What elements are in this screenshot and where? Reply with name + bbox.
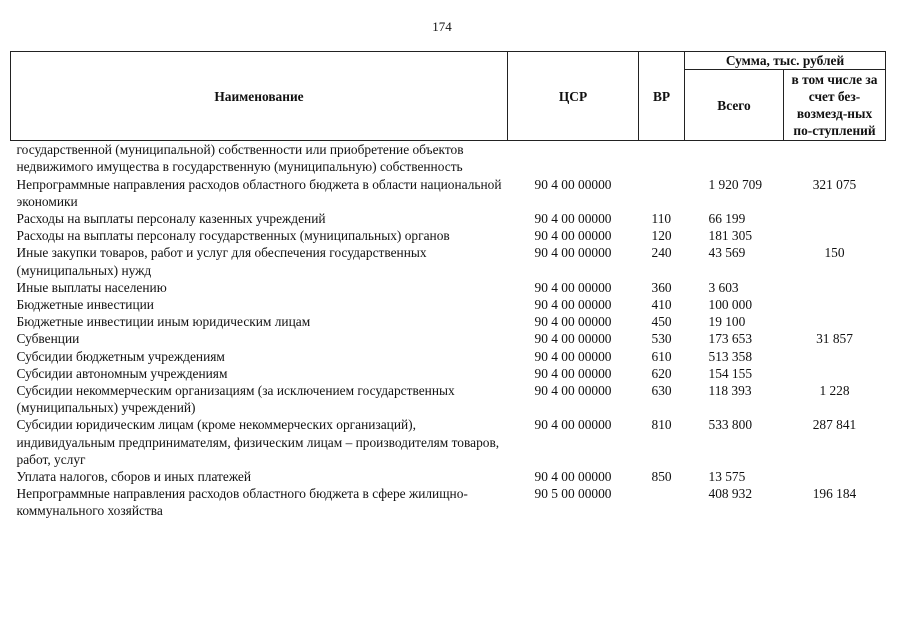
row-total: 3 603 [708, 279, 739, 295]
row-total: 173 653 [708, 331, 753, 347]
row-including [784, 210, 886, 227]
budget-table [10, 51, 886, 520]
row-name: Расходы на выплаты персоналу государственных (муниципальных) органов [16, 228, 450, 244]
row-name: Субсидии некоммерческим организациям (за исключением государственных (муниципальных) учреждений) [16, 383, 455, 416]
table-row [11, 176, 886, 210]
row-name: Субвенции [16, 331, 80, 347]
row-name: Уплата налогов, сборов и иных платежей [16, 469, 252, 485]
row-total: 118 393 [708, 383, 752, 399]
table-row [11, 313, 886, 330]
row-total: 66 199 [708, 211, 746, 227]
row-including: 196 184 [812, 486, 857, 502]
row-total: 408 932 [708, 486, 753, 502]
table-row [11, 279, 886, 296]
row-including: 150 [824, 245, 845, 261]
header-sum: Сумма, тыс. рублей [685, 52, 886, 70]
row-including: 31 857 [816, 331, 853, 347]
row-including [784, 227, 886, 244]
row-including: 321 075 [812, 176, 857, 192]
table-header [11, 52, 886, 141]
table-row [11, 382, 886, 416]
row-including [784, 365, 886, 382]
row-vr: 850 [651, 469, 672, 485]
row-name: Субсидии юридическим лицам (кроме некоммерческих организаций), индивидуальным предпринимателям, физическим лицам – производителям товаров, работ, услуг [16, 417, 500, 467]
table-row [11, 485, 886, 519]
row-total: 181 305 [708, 228, 753, 244]
table-row [11, 296, 886, 313]
header-name: Наименование [11, 52, 508, 141]
row-including [784, 348, 886, 365]
row-including: 1 228 [819, 383, 850, 399]
row-total: 154 155 [708, 365, 753, 381]
row-name: Бюджетные инвестиции [16, 297, 154, 313]
row-name: государственной (муниципальной) собственности или приобретение объектов недвижимого имущества в государственную (муниципальную) собственность [16, 142, 464, 175]
table-row [11, 416, 886, 468]
row-csr: 90 4 00 00000 [534, 228, 612, 244]
header-vr: ВР [639, 52, 685, 141]
row-vr: 620 [651, 365, 672, 381]
table-row [11, 468, 886, 485]
row-vr: 360 [651, 279, 672, 295]
row-vr: 610 [651, 348, 672, 364]
row-including [784, 313, 886, 330]
table-row [11, 210, 886, 227]
row-total: 43 569 [708, 245, 746, 261]
header-csr: ЦСР [508, 52, 639, 141]
row-csr: 90 4 00 00000 [534, 297, 612, 313]
row-including [784, 468, 886, 485]
table-row [11, 330, 886, 347]
row-csr: 90 4 00 00000 [534, 245, 612, 261]
row-total: 19 100 [708, 314, 746, 330]
row-csr: 90 4 00 00000 [534, 417, 612, 433]
row-csr: 90 4 00 00000 [534, 211, 612, 227]
row-including [784, 141, 886, 176]
row-csr: 90 5 00 00000 [534, 486, 612, 502]
row-csr: 90 4 00 00000 [534, 469, 612, 485]
page-number: 174 [432, 19, 452, 34]
row-name: Расходы на выплаты персоналу казенных учреждений [16, 211, 326, 227]
row-vr [639, 485, 685, 519]
row-total [685, 141, 784, 176]
header-total: Всего [685, 70, 784, 141]
row-csr: 90 4 00 00000 [534, 331, 612, 347]
row-vr: 120 [651, 228, 672, 244]
row-csr: 90 4 00 00000 [534, 383, 612, 399]
row-total: 533 800 [708, 417, 753, 433]
row-name: Иные выплаты населению [16, 279, 167, 295]
header-including: в том числе за счет без-возмезд-ных по-ступлений [784, 70, 886, 141]
row-vr [639, 141, 685, 176]
table-body [11, 141, 886, 520]
table-row [11, 348, 886, 365]
row-vr [639, 176, 685, 210]
row-including [784, 296, 886, 313]
row-name: Непрограммные направления расходов областного бюджета в сфере жилищно-коммунального хозяйства [16, 486, 468, 519]
table-row [11, 244, 886, 278]
table-row [11, 141, 886, 176]
row-csr: 90 4 00 00000 [534, 176, 612, 192]
row-including [784, 279, 886, 296]
row-total: 1 920 709 [708, 176, 763, 192]
row-total: 513 358 [708, 348, 753, 364]
row-name: Субсидии автономным учреждениям [16, 365, 228, 381]
row-name: Бюджетные инвестиции иным юридическим лицам [16, 314, 311, 330]
row-including: 287 841 [812, 417, 857, 433]
row-csr: 90 4 00 00000 [534, 314, 612, 330]
row-csr: 90 4 00 00000 [534, 279, 612, 295]
row-vr: 110 [651, 211, 672, 227]
row-name: Иные закупки товаров, работ и услуг для обеспечения государственных (муниципальных) нужд [16, 245, 427, 278]
row-vr: 530 [651, 331, 672, 347]
row-vr: 240 [651, 245, 672, 261]
table-row [11, 227, 886, 244]
row-total: 13 575 [708, 469, 746, 485]
row-vr: 410 [651, 297, 672, 313]
row-vr: 810 [651, 417, 672, 433]
row-csr [508, 141, 639, 176]
row-csr: 90 4 00 00000 [534, 348, 612, 364]
row-csr: 90 4 00 00000 [534, 365, 612, 381]
row-name: Субсидии бюджетным учреждениям [16, 348, 225, 364]
row-vr: 450 [651, 314, 672, 330]
row-name: Непрограммные направления расходов областного бюджета в области национальной экономики [16, 176, 502, 209]
table-row [11, 365, 886, 382]
row-vr: 630 [651, 383, 672, 399]
row-total: 100 000 [708, 297, 753, 313]
